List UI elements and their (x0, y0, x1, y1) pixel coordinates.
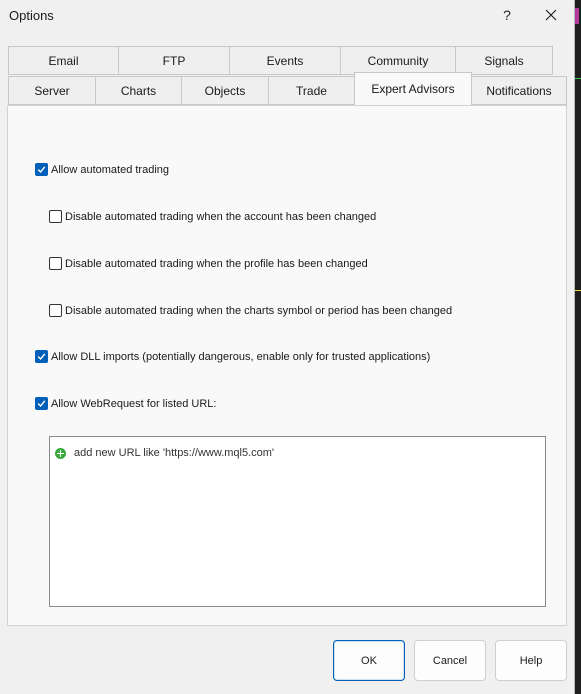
tab-signals[interactable]: Signals (455, 46, 553, 75)
cancel-button[interactable]: Cancel (414, 640, 486, 681)
tab-email[interactable]: Email (8, 46, 119, 75)
tab-objects[interactable]: Objects (181, 76, 269, 105)
check-icon (37, 399, 46, 408)
disable-on-account-change-checkbox[interactable] (49, 210, 62, 223)
disable-on-profile-change-checkbox[interactable] (49, 257, 62, 270)
tab-events[interactable]: Events (229, 46, 341, 75)
tab-server[interactable]: Server (8, 76, 96, 105)
allow-automated-trading-option[interactable] (35, 163, 169, 176)
help-button[interactable]: Help (495, 640, 567, 681)
disable-on-profile-change-label: Disable automated trading when the profile has been changed (65, 257, 368, 270)
ok-button[interactable]: OK (333, 640, 405, 681)
disable-on-account-change-label: Disable automated trading when the account has been changed (65, 210, 377, 223)
disable-on-profile-change-option[interactable] (49, 257, 368, 270)
help-title-button[interactable]: ? (503, 7, 511, 23)
tab-trade[interactable]: Trade (268, 76, 355, 105)
tab-expert-advisors[interactable]: Expert Advisors (354, 72, 472, 105)
expert-advisors-panel (7, 105, 567, 626)
allow-webrequest-checkbox[interactable] (35, 397, 48, 410)
tab-community[interactable]: Community (340, 46, 456, 75)
add-plus-icon (55, 448, 66, 459)
allow-dll-imports-label: Allow DLL imports (potentially dangerous, enable only for trusted applications) (51, 350, 431, 363)
add-url-item[interactable] (55, 447, 274, 459)
webrequest-url-list[interactable] (49, 436, 546, 607)
dialog-title: Options (9, 8, 54, 23)
allow-automated-trading-checkbox[interactable] (35, 163, 48, 176)
allow-automated-trading-label: Allow automated trading (51, 163, 170, 176)
allow-dll-imports-option[interactable] (35, 350, 430, 363)
tab-notifications[interactable]: Notifications (471, 76, 567, 105)
disable-on-symbol-change-label: Disable automated trading when the charts symbol or period has been changed (65, 304, 453, 317)
close-icon (545, 9, 557, 21)
allow-webrequest-label: Allow WebRequest for listed URL: (51, 397, 217, 410)
tab-charts[interactable]: Charts (95, 76, 182, 105)
disable-on-account-change-option[interactable] (49, 210, 376, 223)
disable-on-symbol-change-checkbox[interactable] (49, 304, 62, 317)
disable-on-symbol-change-option[interactable] (49, 304, 452, 317)
title-bar (0, 0, 575, 30)
close-button[interactable] (536, 4, 566, 26)
allow-webrequest-option[interactable] (35, 397, 216, 410)
background-app-edge (575, 0, 581, 694)
tab-ftp[interactable]: FTP (118, 46, 230, 75)
allow-dll-imports-checkbox[interactable] (35, 350, 48, 363)
check-icon (37, 352, 46, 361)
add-url-text: add new URL like 'https://www.mql5.com' (74, 447, 275, 459)
tab-strip (8, 46, 567, 106)
check-icon (37, 165, 46, 174)
